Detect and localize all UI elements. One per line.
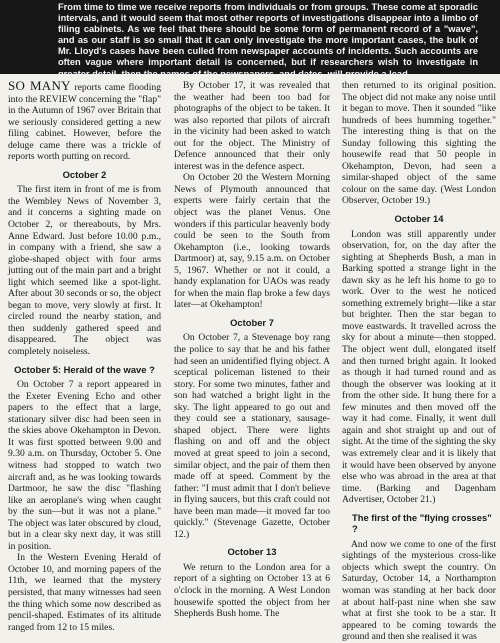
column-3 [342, 80, 496, 643]
paragraph: On October 7 a report appeared in the Exeter Evening Echo and other papers to the effect that a large, stationary silver disc had been seen in the skies above Okehampton in Devon. It was first spotted between 9.00 and 9.30 a.m. on Thursday, October 5. One witness had stopped to watch two aircraft and, as he was looking towards Dartmoor, he saw the disc "flashing like an aeroplane's wing when caught by the sun—but it was not a plane." The object was later obscured by cloud, but in a clear sky next day, it was still in position. [8, 379, 161, 552]
section-heading: October 13 [227, 546, 277, 558]
paragraph: By October 17, it was revealed that the weather had been too bad for photographs of the object to be taken. It was also reported that pilots of aircraft in the vicinity had been asked to watch out for the object. The Ministry of Defence announced that their only interest was in the defence aspect. [174, 80, 330, 172]
section-heading: October 5: Herald of the wave ? [14, 363, 155, 375]
opening-words: SO MANY [8, 78, 71, 93]
article-body [8, 78, 496, 643]
column-1 [8, 78, 161, 633]
paragraph: The first item in front of me is from the Wembley News of November 3, and it concerns a sighting made on October 2, or thereabouts, by Mrs. Anne Edward. Just before 10.00 p.m., in company with a friend, she saw a globe-shaped object with four arms jutting out of the main part and a bright light which seemed like a spot-light. After about 30 seconds or so, the object began to move, very slowly at first. It circled round the nearby station, and then suddenly gathered speed and disappeared. The object was completely noiseless. [8, 184, 161, 358]
paragraph: We return to the London area for a report of a sighting on October 13 at 6 o'clock in the morning. A West London housewife spotted the object from her Shepherds Bush home. The [174, 561, 330, 620]
column-2 [174, 80, 330, 620]
section-heading: October 2 [62, 168, 107, 180]
intro-text: From time to time we receive reports from individuals or from groups. These come at sporadic intervals, and it would seem that most other reports of investigations disappear into a limbo of filing cabinets. As we feel that there should be some form of permanent record of a "wave", and as our staff is so small that it can only investigate the more important cases, the bulk of Mr. Lloyd's cases have been culled from newspaper accounts of incidents. Such accounts are often vague where important detail is concerned, but if researchers wish to investigate in greater detail, then the names of the newspapers, and dates, will provide a lead. [58, 2, 478, 79]
paragraph-text: reports came flooding into the REVIEW concerning the "flap" in the Autumn of 1967 over Britain that we seriously considered getting a new filing cabinet. However, before the deluge came there was a trickle of reports worth putting on record. [8, 82, 161, 163]
paragraph: then returned to its original position. The object did not make any noise until it began to move. Then it sounded "like hundreds of bees humming together." The interesting thing is that on the Sunday following this sighting the housewife read that 50 people in Okehampton, Devon, had seen a similar-shaped object of the same colour on the same day. (West London Observer, October 19.) [342, 80, 496, 207]
paragraph: On October 7, a Stevenage boy rang the police to say that he and his father had seen an unidentified flying object. A sceptical policeman listened to their story. For some two minutes, father and son had watched a bright light in the sky. The light appeared to go out and they could see a stationary, sausage-shaped object. There were lights flashing on and off and the object moved at great speed to join a second, similar object, and the pair of them then made off at speed. Comment by the father: "I must admit that I don't believe in flying saucers, but this craft could not have been man made—it moved far too quickly." (Stevenage Gazette, October 12.) [174, 332, 330, 540]
section-heading: The first of the "flying crosses" ? [352, 511, 492, 535]
paragraph: In the Western Evening Herald of October 10, and morning papers of the 11th, we learned that the mystery persisted, that many witnesses had seen the thing which some now described as pencil-shaped. Estimates of its altitude ranged from 12 to 15 miles. [8, 552, 161, 633]
paragraph: On October 20 the Western Morning News of Plymouth announced that experts were fairly certain that the object was the planet Venus. One wonders if this particular heavenly body could be seen to the South from Okehampton (i.e., looking towards Dartmoor) at, say, 9.15 a.m. on October 5, 1967. Whether or not it could, a handy explanation for UAOs was ready for when the main flap broke a few days later—at Okehampton! [174, 172, 330, 311]
paragraph [8, 80, 161, 163]
intro-panel [0, 0, 500, 79]
section-heading: October 14 [394, 213, 444, 225]
paragraph: London was still apparently under observation, for, on the day after the sighting at Shepherds Bush, a man in Barking spotted a strange light in the dawn sky as he left his home to go to work. Over to the west he noticed something extremely bright—like a star but brighter. Then the star began to move eastwards. It travelled across the sky for about a minute—then stopped. The object went dull, elongated itself and then turned bright again. It looked as though it had turned round and as though the observer was looking at it from the other side. It hung there for a few minutes and then moved off the way it had come. Finally, it went dull again and shot straight up and out of sight. At the time of the sighting the sky was extremely clear and it is likely that it would have been observed by anyone else who was abroad in the area at that time. (Barking and Dagenham Advertiser, October 21.) [342, 228, 496, 506]
paragraph: And now we come to one of the first sightings of the mysterious cross-like objects which swept the country. On Saturday, October 14, a Northampton woman was standing at her back door at about half-past nine when she saw what at first she took to be a star. It appeared to be coming towards the ground and then she realised it was [342, 538, 496, 643]
section-heading: October 7 [230, 316, 274, 328]
